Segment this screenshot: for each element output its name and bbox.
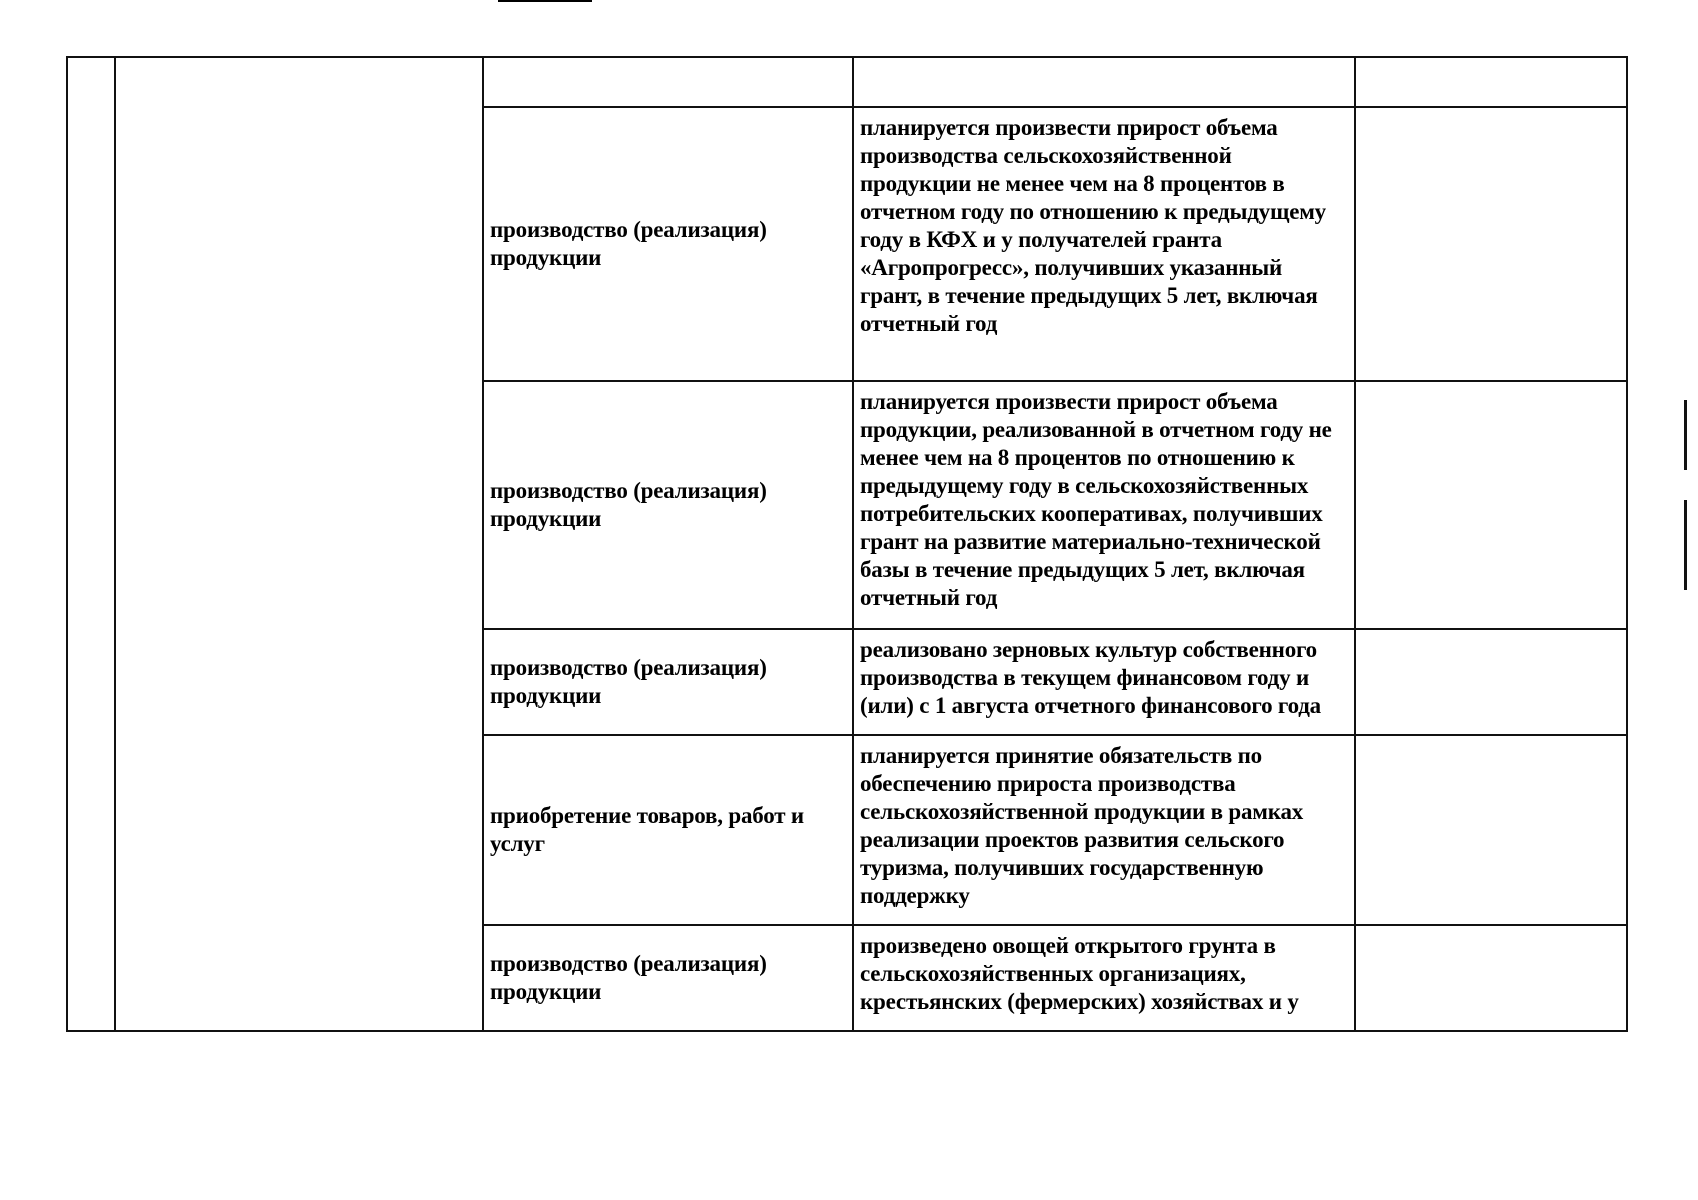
scan-artifact-top <box>498 0 592 2</box>
result-type-cell: производство (реализация) продукции <box>483 107 853 381</box>
value-cell <box>1355 381 1627 629</box>
number-cell <box>67 57 115 1031</box>
result-type-cell <box>483 57 853 107</box>
scan-artifact-edge-2 <box>1684 500 1687 590</box>
result-type-cell: производство (реализация) продукции <box>483 381 853 629</box>
result-description-cell: планируется произвести прирост объема продукции, реализованной в отчетном году не менее чем на 8 процентов по отношению к предыдущему году в сельскохозяйственных потребительских кооперативах, получивших грант на развитие материально-технической базы в течение предыдущих 5 лет, включая отчетный год <box>853 381 1355 629</box>
value-cell <box>1355 735 1627 925</box>
result-type-cell: производство (реализация) продукции <box>483 629 853 735</box>
value-cell <box>1355 925 1627 1031</box>
scan-artifact-edge-1 <box>1684 400 1687 470</box>
result-description-cell: планируется принятие обязательств по обеспечению прироста производства сельскохозяйственной продукции в рамках реализации проектов развития сельского туризма, получивших государственную поддержку <box>853 735 1355 925</box>
table-row <box>67 57 1627 107</box>
indicator-name-cell <box>115 57 483 1031</box>
result-type-cell: приобретение товаров, работ и услуг <box>483 735 853 925</box>
value-cell <box>1355 57 1627 107</box>
document-table <box>66 56 1628 1032</box>
result-description-cell <box>853 57 1355 107</box>
result-type-cell: производство (реализация) продукции <box>483 925 853 1031</box>
result-description-cell: произведено овощей открытого грунта в сельскохозяйственных организациях, крестьянских (фермерских) хозяйствах и у <box>853 925 1355 1031</box>
result-description-cell: планируется произвести прирост объема производства сельскохозяйственной продукции не менее чем на 8 процентов в отчетном году по отношению к предыдущему году в КФХ и у получателей гранта «Агропрогресс», получивших указанный грант, в течение предыдущих 5 лет, включая отчетный год <box>853 107 1355 381</box>
value-cell <box>1355 107 1627 381</box>
value-cell <box>1355 629 1627 735</box>
result-description-cell: реализовано зерновых культур собственного производства в текущем финансовом году и (или) с 1 августа отчетного финансового года <box>853 629 1355 735</box>
